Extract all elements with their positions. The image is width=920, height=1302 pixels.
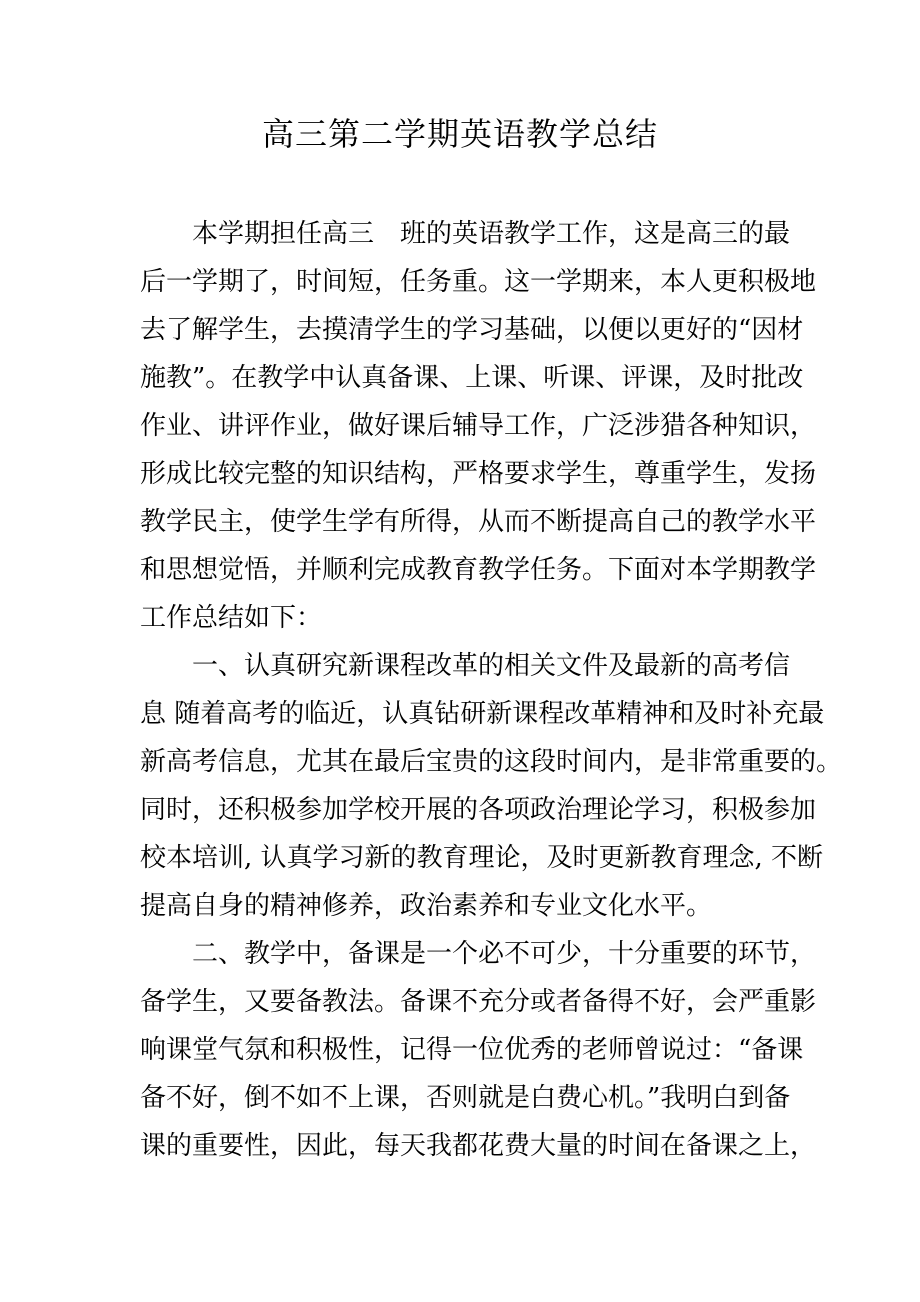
body-line: 形成比较完整的知识结构，严格要求学生，尊重学生，发扬 [140,459,817,489]
body-line: 和思想觉悟，并顺利完成教育教学任务。下面对本学期教学 [140,555,817,585]
body-line: 息 随着高考的临近，认真钻研新课程改革精神和及时补充最 [140,699,825,729]
body-line: 备不好，倒不如不上课，否则就是白费心机。”我明白到备 [140,1083,791,1113]
body-line: 本学期担任高三 班的英语教学工作，这是高三的最 [140,219,791,249]
body-line: 作业、讲评作业，做好课后辅导工作，广泛涉猎各种知识， [140,411,817,441]
body-line: 新高考信息，尤其在最后宝贵的这段时间内，是非常重要的。 [140,747,843,777]
body-line: 去了解学生，去摸清学生的学习基础，以便以更好的“因材 [140,315,804,345]
body-line: 响课堂气氛和积极性，记得一位优秀的老师曾说过：“备课 [140,1035,804,1065]
body-line: 提高自身的精神修养，政治素养和专业文化水平。 [140,891,713,921]
body-line: 备学生，又要备教法。备课不充分或者备得不好，会严重影 [140,987,817,1017]
body-line: 校本培训, 认真学习新的教育理论，及时更新教育理念, 不断 [140,843,824,873]
body-line: 工作总结如下： [140,603,323,633]
document-title: 高三第二学期英语教学总结 [261,115,658,153]
body-line: 一、认真研究新课程改革的相关文件及最新的高考信 [140,651,791,681]
body-line: 后一学期了，时间短，任务重。这一学期来，本人更积极地 [140,267,817,297]
body-line: 同时，还积极参加学校开展的各项政治理论学习，积极参加 [140,795,817,825]
body-line: 二、教学中，备课是一个必不可少，十分重要的环节， [140,939,817,969]
body-line: 教学民主，使学生学有所得，从而不断提高自己的教学水平 [140,507,817,537]
body-line: 施教”。在教学中认真备课、上课、听课、评课，及时批改 [140,363,804,393]
body-line: 课的重要性，因此，每天我都花费大量的时间在备课之上， [140,1131,817,1161]
